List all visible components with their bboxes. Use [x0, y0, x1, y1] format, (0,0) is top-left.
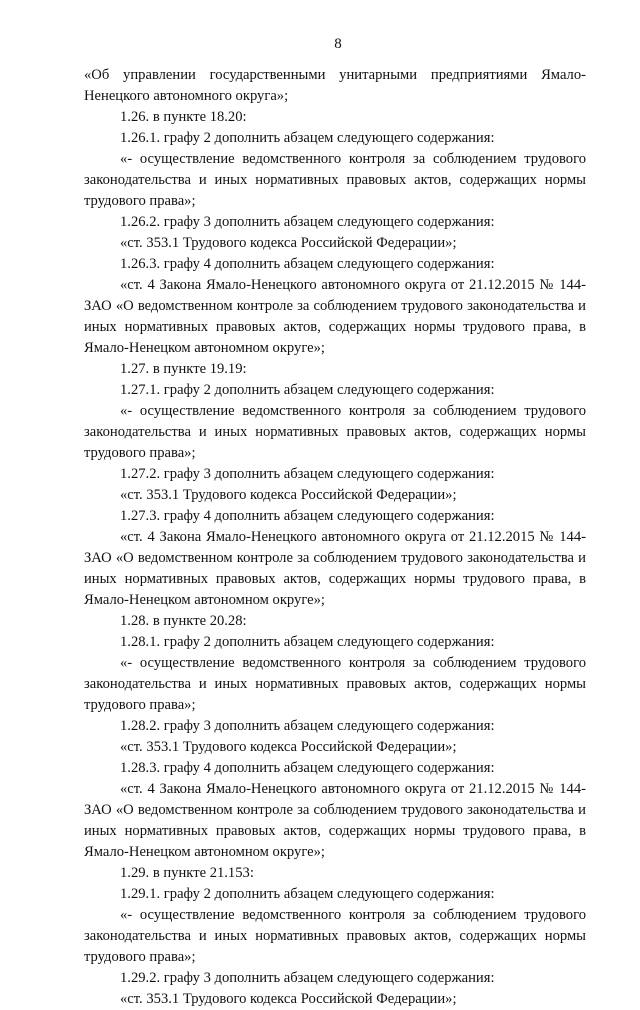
document-body	[84, 65, 586, 1010]
paragraph: «ст. 353.1 Трудового кодекса Российской Федерации»;	[120, 739, 457, 755]
paragraph: 1.29.1. графу 2 дополнить абзацем следующего содержания:	[120, 886, 495, 902]
paragraph: 1.27.2. графу 3 дополнить абзацем следующего содержания:	[120, 466, 495, 482]
paragraph: «ст. 353.1 Трудового кодекса Российской Федерации»;	[120, 235, 457, 251]
paragraph: «ст. 4 Закона Ямало-Ненецкого автономного округа от 21.12.2015 № 144-ЗАО «О ведомственном контроле за соблюдением трудового законодательства и иных нормативных правовых актов, содержащих нормы трудового права, в Ямало-Ненецком автономном округе»;	[84, 781, 586, 860]
paragraph: «ст. 353.1 Трудового кодекса Российской Федерации»;	[120, 487, 457, 503]
page-number: 8	[334, 36, 342, 52]
paragraph: 1.27.3. графу 4 дополнить абзацем следующего содержания:	[120, 508, 495, 524]
paragraph: «- осуществление ведомственного контроля за соблюдением трудового законодательства и иных нормативных правовых актов, содержащих нормы трудового права»;	[84, 907, 586, 965]
paragraph: 1.27. в пункте 19.19:	[120, 361, 247, 377]
paragraph: 1.27.1. графу 2 дополнить абзацем следующего содержания:	[120, 382, 495, 398]
paragraph: «ст. 353.1 Трудового кодекса Российской Федерации»;	[120, 991, 457, 1007]
paragraph: «Об управлении государственными унитарными предприятиями Ямало-Ненецкого автономного округа»;	[84, 67, 586, 104]
paragraph: 1.28.1. графу 2 дополнить абзацем следующего содержания:	[120, 634, 495, 650]
paragraph: 1.29.2. графу 3 дополнить абзацем следующего содержания:	[120, 970, 495, 986]
paragraph: «- осуществление ведомственного контроля за соблюдением трудового законодательства и иных нормативных правовых актов, содержащих нормы трудового права»;	[84, 403, 586, 461]
paragraph: «- осуществление ведомственного контроля за соблюдением трудового законодательства и иных нормативных правовых актов, содержащих нормы трудового права»;	[84, 151, 586, 209]
paragraph: 1.26.1. графу 2 дополнить абзацем следующего содержания:	[120, 130, 495, 146]
paragraph: «ст. 4 Закона Ямало-Ненецкого автономного округа от 21.12.2015 № 144-ЗАО «О ведомственном контроле за соблюдением трудового законодательства и иных нормативных правовых актов, содержащих нормы трудового права, в Ямало-Ненецком автономном округе»;	[84, 277, 586, 356]
paragraph: 1.28. в пункте 20.28:	[120, 613, 247, 629]
paragraph: 1.26. в пункте 18.20:	[120, 109, 247, 125]
paragraph: «- осуществление ведомственного контроля за соблюдением трудового законодательства и иных нормативных правовых актов, содержащих нормы трудового права»;	[84, 655, 586, 713]
paragraph: 1.29. в пункте 21.153:	[120, 865, 254, 881]
paragraph: «ст. 4 Закона Ямало-Ненецкого автономного округа от 21.12.2015 № 144-ЗАО «О ведомственном контроле за соблюдением трудового законодательства и иных нормативных правовых актов, содержащих нормы трудового права, в Ямало-Ненецком автономном округе»;	[84, 529, 586, 608]
paragraph: 1.28.2. графу 3 дополнить абзацем следующего содержания:	[120, 718, 495, 734]
paragraph: 1.26.3. графу 4 дополнить абзацем следующего содержания:	[120, 256, 495, 272]
paragraph: 1.26.2. графу 3 дополнить абзацем следующего содержания:	[120, 214, 495, 230]
paragraph: 1.28.3. графу 4 дополнить абзацем следующего содержания:	[120, 760, 495, 776]
